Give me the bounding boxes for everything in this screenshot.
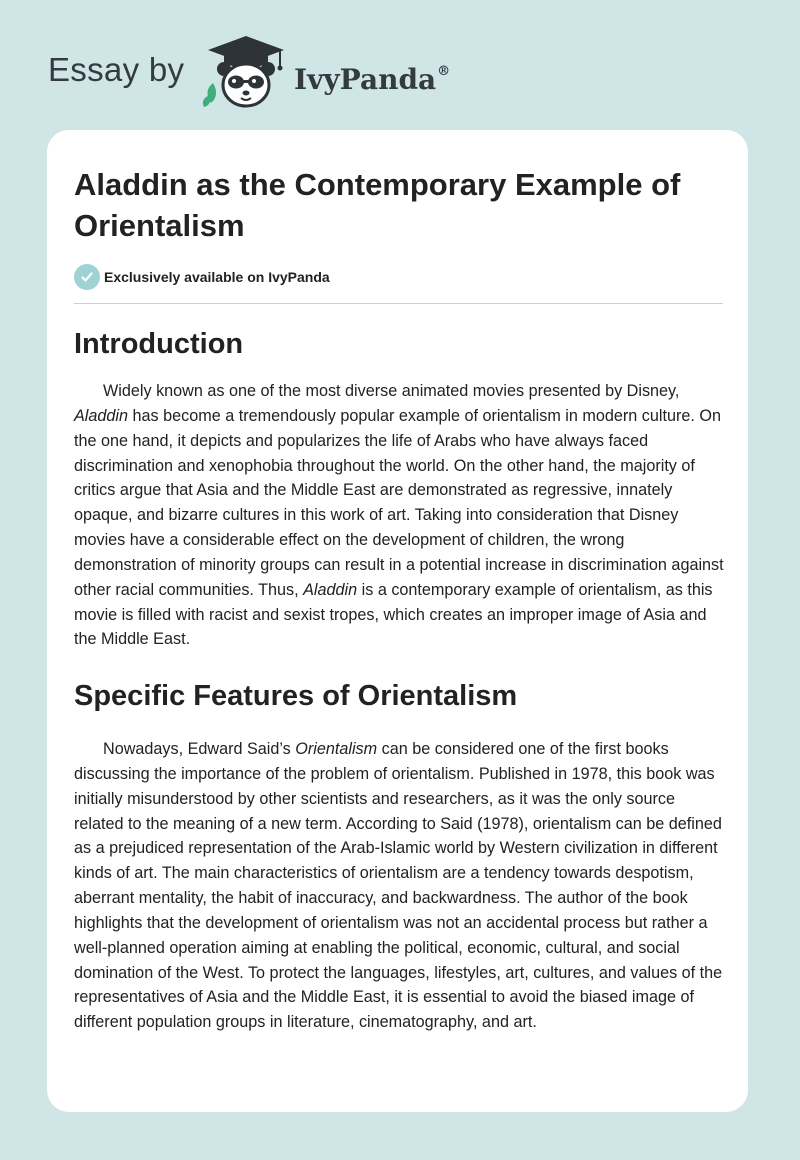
essay-by-label: Essay by [48,51,185,88]
italic-title: Aladdin [303,580,358,599]
check-circle-icon [74,264,100,290]
panda-graduate-icon[interactable] [198,33,294,111]
section-specific-features [74,678,724,1035]
paragraph-text: Nowadays, Edward Said’s [103,740,296,758]
section-paragraph [74,379,724,652]
registered-mark: ® [437,64,451,79]
section-paragraph [74,737,724,1035]
italic-title: Aladdin [74,406,129,425]
brand-name-text: IvyPanda [294,63,437,96]
ivypanda-wordmark[interactable] [294,54,450,98]
paragraph-text: has become a tremendously popular example of orientalism in modern culture. On the one hand, it depicts and popularizes the life of Arabs who have always faced discrimination and xenophobia throughout the world. On the other hand, the majority of critics argue that Asia and the Middle East are demonstrated as regressive, innately opaque, and bizarre cultures in this work of art. Taking into consideration that Disney movies have a considerable effect on the development of children, the wrong demonstration of minority groups can result in a potential increase in discrimination against other racial communities. Thus, [74,406,724,599]
section-introduction [74,326,724,652]
paragraph-text: can be considered one of the first books discussing the importance of the problem of orientalism. Published in 1978, this book was initially misunderstood by other scientists and researchers, as it was the only source related to the meaning of a new term. According to Said (1978), orientalism can be defined as a prejudiced representation of the Arab-Islamic world by Western civilization in different kinds of art. The main characteristics of orientalism are a tendency towards despotism, aberrant mentality, the habit of inaccuracy, and backwardness. The author of the book highlights that the development of orientalism was not an accidental process but rather a well-planned operation aiming at enabling the political, economic, cultural, and social domination of the West. To protect the languages, lifestyles, art, cultures, and values of the representatives of Asia and the Middle East, it is essential to avoid the biased image of different population groups in literature, cinematography, and art. [74,740,723,1032]
exclusive-badge [74,263,330,291]
essay-title: Aladdin as the Contemporary Example of Orientalism [74,167,681,243]
italic-title: Orientalism [295,740,378,758]
essay-card [47,130,748,1112]
title-divider [74,303,723,304]
exclusive-badge-label: Exclusively available on IvyPanda [104,269,330,285]
section-heading: Specific Features of Orientalism [74,680,518,712]
site-header [0,0,800,130]
section-heading: Introduction [74,328,244,360]
paragraph-text: is a contemporary example of orientalism, as this movie is filled with racist and sexist tropes, which creates an improper image of Asia and the Middle East. [74,580,713,649]
paragraph-text: Widely known as one of the most diverse animated movies presented by Disney, [103,382,680,400]
